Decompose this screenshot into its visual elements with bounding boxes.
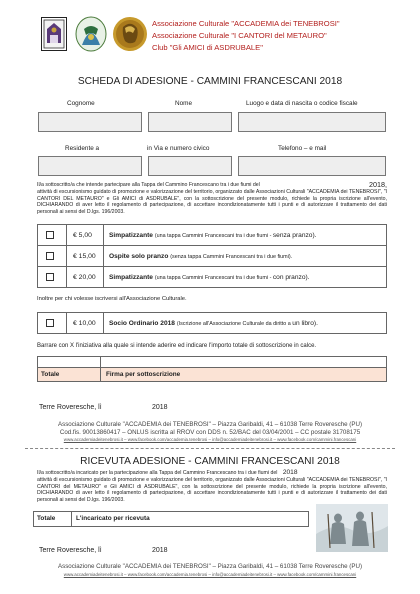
receipt-place: Terre Roveresche, lì: [39, 547, 102, 554]
member-name: Socio Ordinario 2018: [109, 320, 175, 327]
label-via: in Via e numero civico: [147, 145, 210, 152]
option-amount-1: € 5,00: [73, 232, 92, 239]
option-extra-3: con pranzo).: [272, 274, 310, 281]
member-extra: un libro).: [292, 320, 318, 327]
options-row-sep-2: [37, 266, 387, 267]
residente-field[interactable]: [38, 156, 142, 176]
logo-tenebrosi: [41, 17, 67, 51]
option-desc-1: (una tappa Cammini Francescani tra i due fiumi -: [154, 233, 273, 239]
cut-line: [25, 448, 395, 449]
receipt-body: attività di escursionismo guidato di promozione e valorizzazione del territorio, organizzato dalle Associazioni Culturali "ACCADEMIA dei TENEBROSI", "I CANTORI del METAURO" e Gli AMICI di ASDRUBALE", con la sottoscrizione del presente modulo, richiede la propria iscrizione all'evento, DICHIARANDO di aver letto il regolamento di partecipazione, di accettare incondizionatamente tutti i punti e di autorizzare il trattamento dei dati personali ai sensi del D.lgs. 196/2003.: [37, 477, 387, 503]
form-title: SCHEDA DI ADESIONE - CAMMINI FRANCESCANI 2018: [77, 76, 343, 87]
header-org2: Associazione Culturale "I CANTORI del METAURO": [152, 31, 327, 40]
option-checkbox-3[interactable]: [46, 273, 54, 281]
declaration-prefix: [37, 182, 387, 189]
option-label-2: [109, 253, 292, 260]
label-luogo-data: Luogo e data di nascita o codice fiscale: [246, 100, 358, 107]
member-intro: Inoltre per chi volesse iscriversi all'Associazione Culturale.: [37, 296, 187, 302]
receipt-col-sep: [71, 511, 72, 527]
cognome-field[interactable]: [38, 112, 142, 132]
declaration-body: attività di escursionismo guidato di promozione e valorizzazione del territorio, organizzato dalle Associazioni Culturali "ACCADEMIA dei TENEBROSI", "I CANTORI DEL METAURO" e Gli AMICI di ASDRUBALE", con la sottoscrizione del presente modulo, richiede la propria iscrizione all'evento, DICHIARANDO di aver letto il regolamento di partecipazione, di accettare incondizionatamente tutti i punti e di autorizzare il trattamento dei dati personali ai sensi del D.lgs. 196/2003.: [37, 189, 387, 215]
pilgrims-image: [316, 504, 388, 552]
receipt-total-table: [33, 511, 309, 527]
option-checkbox-1[interactable]: [46, 231, 54, 239]
footer1-line1: Associazione Culturale "ACCADEMIA dei TENEBROSI" – Piazza Garibaldi, 41 – 61038 Terre Roveresche (PU): [57, 421, 363, 428]
via-field[interactable]: [148, 156, 232, 176]
member-checkbox[interactable]: [46, 319, 54, 327]
option-desc-3: (una tappa Cammini Francescani tra i due fiumi -: [154, 275, 273, 281]
footer2-line1: Associazione Culturale "ACCADEMIA dei TENEBROSI" – Piazza Garibaldi, 41 – 61038 Terre Roveresche (PU): [57, 563, 363, 570]
total-label: Totale: [41, 371, 60, 378]
member-amount: € 10,00: [73, 320, 96, 327]
nome-field[interactable]: [148, 112, 232, 132]
label-residente: Residente a: [65, 145, 100, 152]
option-name-3: Simpatizzante: [109, 274, 153, 281]
option-name-2: Ospite solo pranzo: [109, 253, 169, 260]
telefono-email-field[interactable]: [238, 156, 386, 176]
receipt-agent-label: L'incaricato per ricevuta: [76, 515, 150, 522]
option-amount-3: € 20,00: [73, 274, 96, 281]
footer1-line2: Cod.fis. 90013860417 – ONLUS iscritta al RROV con DDS n. 52/BAC del 03/04/2001 – CC postale 31708175: [59, 429, 361, 436]
label-nome: Nome: [175, 100, 193, 107]
receipt-title: RICEVUTA ADESIONE - CAMMINI FRANCESCANI 2018: [80, 456, 340, 467]
luogo-data-field[interactable]: [238, 112, 386, 132]
logo-cantori: [74, 15, 108, 53]
total-row-sep: [37, 367, 387, 368]
place-year: 2018: [152, 404, 168, 411]
member-desc: (Iscrizione all'Associazione Culturale da diritto a: [176, 321, 293, 327]
option-amount-2: € 15,00: [73, 253, 96, 260]
declaration-prefix-text: Il/a sottoscritto/a che intende partecipare alla Tappa del Cammino Francescano tra i due fiumi del: [37, 182, 260, 188]
option-desc-2: (senza tappa Cammini Francescani tra i due fiumi).: [170, 254, 293, 260]
options-col-sep-1: [66, 224, 67, 288]
option-checkbox-2[interactable]: [46, 252, 54, 260]
receipt-place-year: 2018: [152, 547, 168, 554]
instruction-text: Barrare con X l'iniziativa alla quale si intende aderire ed indicare l'importo totale di sottoscrizione in calce.: [37, 343, 317, 349]
member-col-sep-2: [103, 312, 104, 334]
total-col-sep: [100, 356, 101, 382]
total-row-fill: [38, 368, 386, 381]
logo-asdrubale: [113, 15, 147, 53]
option-label-1: [109, 232, 316, 239]
receipt-prefix-text: Il/a sottoscritto/a incaricato per la partecipazione alla Tappa del Cammino Francescano tra i due fiumi del: [37, 470, 278, 476]
options-col-sep-2: [103, 224, 104, 288]
header-org1: Associazione Culturale "ACCADEMIA dei TENEBROSI": [152, 19, 340, 28]
label-telefono: Telefono – e mail: [278, 145, 327, 152]
option-extra-1: senza pranzo).: [272, 232, 317, 239]
header-org3: Club "Gli AMICI di ASDRUBALE": [152, 43, 263, 52]
options-row-sep-1: [37, 245, 387, 246]
footer2-links[interactable]: www.accademiadeitenebrosi.it – www.facebook.com/accademia.tenebrosi – info@accademiadeitenebrosi.it – www.facebook.com/cammini.francescani: [63, 572, 357, 577]
declaration-year: 2018,: [369, 180, 387, 189]
member-col-sep-1: [66, 312, 67, 334]
receipt-year: 2018: [282, 469, 298, 476]
receipt-total-label: Totale: [37, 515, 56, 522]
option-name-1: Simpatizzante: [109, 232, 153, 239]
option-label-3: [109, 274, 310, 281]
member-label: [109, 320, 318, 327]
place-label: Terre Roveresche, lì: [39, 404, 102, 411]
footer1-links[interactable]: www.accademiadeitenebrosi.it – www.facebook.com/accademia.tenebrosi – info@accademiadeitenebrosi.it – www.facebook.com/cammini.francescani: [63, 437, 357, 442]
receipt-prefix: [37, 470, 387, 477]
label-cognome: Cognome: [67, 100, 95, 107]
signature-label: Firma per sottoscrizione: [106, 371, 181, 378]
